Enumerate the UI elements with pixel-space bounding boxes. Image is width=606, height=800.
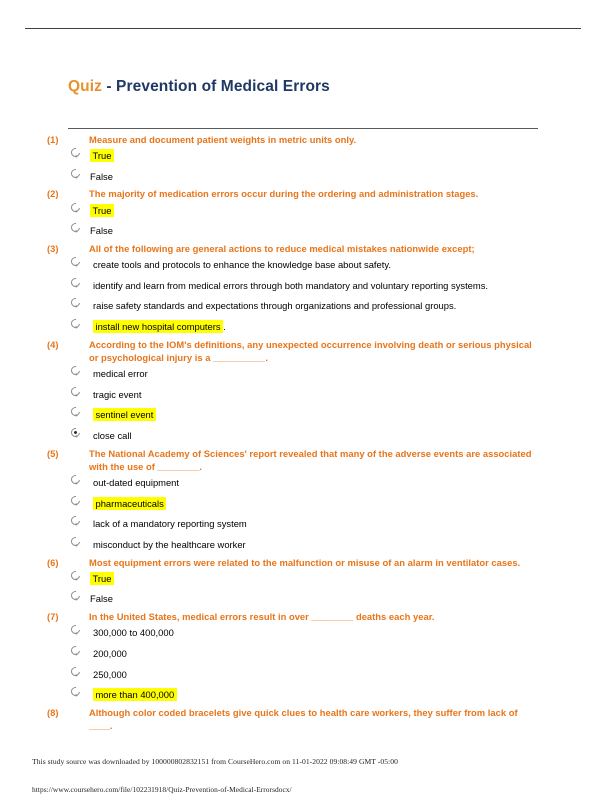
option-list: [0, 146, 606, 187]
option-text: misconduct by the healthcare worker: [93, 538, 246, 550]
option-label: [93, 648, 127, 659]
option-text-highlighted: install new hospital computers: [93, 320, 223, 333]
option-text: out-dated equipment: [93, 477, 180, 489]
option-text: raise safety standards and expectations through organizations and professional groups.: [93, 300, 457, 312]
option-list: [0, 569, 606, 610]
question-body: Measure and document patient weights in metric units only.: [89, 134, 357, 145]
option-list: [0, 473, 606, 555]
option-row[interactable]: [0, 317, 606, 338]
footer-attribution: This study source was downloaded by 100000802832151 from CourseHero.com on 11-01-2022 09:08:49 GMT -05:00: [32, 757, 398, 766]
question-body: Although color coded bracelets give quick clues to health care workers, they suffer from lack of ____.: [89, 706, 518, 732]
option-row[interactable]: [0, 167, 606, 188]
option-text: lack of a mandatory reporting system: [93, 518, 247, 530]
question-block: [0, 556, 606, 610]
question-number: (8): [47, 706, 59, 718]
option-row[interactable]: [0, 623, 606, 644]
option-label: [93, 300, 456, 311]
option-row[interactable]: [0, 589, 606, 610]
option-row[interactable]: [0, 535, 606, 556]
question-text: [0, 706, 606, 733]
option-label: [90, 593, 113, 604]
quiz-header-rule: [68, 128, 538, 129]
option-label: [93, 259, 391, 270]
option-row[interactable]: [0, 201, 606, 222]
option-text: close call: [93, 430, 132, 442]
question-body: All of the following are general actions to reduce medical mistakes nationwide except;: [89, 242, 475, 254]
option-row[interactable]: [0, 426, 606, 447]
question-text: [0, 338, 606, 365]
option-text-highlighted: sentinel event: [93, 408, 156, 421]
option-label: [90, 225, 113, 236]
radio-unselected-icon[interactable]: [69, 364, 82, 377]
radio-unselected-icon[interactable]: [69, 255, 82, 268]
question-number: (5): [47, 447, 59, 459]
option-text: False: [90, 593, 113, 605]
option-label: [93, 627, 174, 638]
question-text: [0, 187, 606, 200]
question-body: In the United States, medical errors result in over ________ deaths each year.: [89, 611, 435, 623]
option-label: [93, 669, 127, 680]
option-label: [93, 497, 166, 510]
option-row[interactable]: [0, 385, 606, 406]
radio-unselected-icon[interactable]: [69, 167, 82, 180]
option-text: 300,000 to 400,000: [93, 627, 174, 639]
option-text: identify and learn from medical errors through both mandatory and voluntary reporting systems.: [93, 279, 488, 291]
question-text: [0, 556, 606, 569]
option-text: 200,000: [93, 647, 127, 659]
option-label: [93, 280, 488, 291]
radio-unselected-icon[interactable]: [69, 624, 82, 637]
option-list: [0, 201, 606, 242]
option-label: [93, 518, 247, 529]
radio-unselected-icon[interactable]: [69, 644, 82, 657]
radio-unselected-icon[interactable]: [69, 297, 82, 310]
option-row[interactable]: [0, 255, 606, 276]
question-number: (6): [47, 556, 59, 568]
option-row[interactable]: [0, 494, 606, 515]
radio-unselected-icon[interactable]: [69, 317, 82, 330]
page-top-rule: [25, 28, 581, 29]
question-number: (7): [47, 611, 59, 623]
option-text: False: [90, 225, 113, 237]
radio-unselected-icon[interactable]: [69, 146, 82, 159]
question-block: [0, 706, 606, 733]
radio-unselected-icon[interactable]: [69, 685, 82, 698]
option-row[interactable]: [0, 296, 606, 317]
question-block: [0, 133, 606, 187]
radio-unselected-icon[interactable]: [69, 276, 82, 289]
option-label: [93, 477, 179, 488]
page-title: [68, 78, 330, 96]
question-body: The majority of medication errors occur during the ordering and administration stages.: [89, 188, 479, 200]
radio-unselected-icon[interactable]: [69, 222, 82, 235]
question-block: [0, 187, 606, 241]
question-number: (3): [47, 242, 59, 254]
option-row[interactable]: [0, 405, 606, 426]
option-label: [93, 688, 177, 701]
quiz-question-list: [0, 133, 606, 732]
option-label: [93, 430, 132, 441]
option-text-highlighted: True: [90, 149, 114, 162]
question-number: (2): [47, 188, 59, 200]
option-text: tragic event: [93, 388, 142, 400]
option-row[interactable]: [0, 685, 606, 706]
option-label: [93, 320, 226, 333]
question-text: [0, 610, 606, 623]
option-text: create tools and protocols to enhance the knowledge base about safety.: [93, 259, 391, 271]
question-text: [0, 447, 606, 474]
question-block: [0, 242, 606, 338]
option-row[interactable]: [0, 221, 606, 242]
page-title-rest: - Prevention of Medical Errors: [101, 78, 330, 95]
option-text: False: [90, 170, 113, 182]
option-label: [93, 408, 156, 421]
question-body: Most equipment errors were related to the malfunction or misuse of an alarm in ventilator cases.: [89, 556, 521, 568]
question-text: [0, 242, 606, 255]
option-row[interactable]: [0, 473, 606, 494]
option-list: [0, 364, 606, 446]
option-label: [90, 171, 113, 182]
option-text-highlighted: True: [90, 572, 114, 585]
option-row[interactable]: [0, 276, 606, 297]
option-text: 250,000: [93, 668, 127, 680]
question-number: (4): [47, 338, 59, 350]
option-row[interactable]: [0, 146, 606, 167]
radio-selected-icon[interactable]: [69, 426, 82, 439]
question-block: [0, 338, 606, 447]
radio-unselected-icon[interactable]: [69, 473, 82, 486]
option-row[interactable]: [0, 569, 606, 590]
option-row[interactable]: [0, 514, 606, 535]
radio-unselected-icon[interactable]: [69, 665, 82, 678]
radio-unselected-icon[interactable]: [69, 535, 82, 548]
option-list: [0, 623, 606, 705]
radio-unselected-icon[interactable]: [69, 590, 82, 603]
option-row[interactable]: [0, 364, 606, 385]
option-row[interactable]: [0, 665, 606, 686]
option-row[interactable]: [0, 644, 606, 665]
option-text-highlighted: pharmaceuticals: [93, 497, 166, 510]
radio-unselected-icon[interactable]: [69, 201, 82, 214]
option-label: [90, 572, 114, 585]
option-label: [93, 368, 148, 379]
option-text: medical error: [93, 368, 148, 380]
radio-unselected-icon[interactable]: [69, 569, 82, 582]
radio-unselected-icon[interactable]: [69, 385, 82, 398]
footer-source-url[interactable]: https://www.coursehero.com/file/102231918/Quiz-Prevention-of-Medical-Errorsdocx/: [32, 785, 292, 794]
radio-unselected-icon[interactable]: [69, 406, 82, 419]
option-label: [93, 539, 246, 550]
option-text-highlighted: True: [90, 204, 114, 217]
option-label: [93, 389, 141, 400]
question-body: The National Academy of Sciences' report revealed that many of the adverse events are associated with the use of ________.: [89, 447, 532, 472]
radio-unselected-icon[interactable]: [69, 494, 82, 507]
option-label: [90, 204, 114, 217]
question-block: [0, 610, 606, 706]
option-text-highlighted: more than 400,000: [93, 688, 177, 701]
question-number: (1): [47, 134, 59, 145]
page-title-keyword: Quiz: [68, 78, 102, 95]
radio-unselected-icon[interactable]: [69, 515, 82, 528]
question-text: [0, 133, 606, 146]
question-block: [0, 447, 606, 556]
question-body: According to the IOM's definitions, any unexpected occurrence involving death or serious physical or psychological injury is a __________.: [89, 338, 532, 363]
option-label: [90, 149, 114, 162]
option-list: [0, 255, 606, 337]
option-text-trailing: .: [223, 321, 226, 333]
